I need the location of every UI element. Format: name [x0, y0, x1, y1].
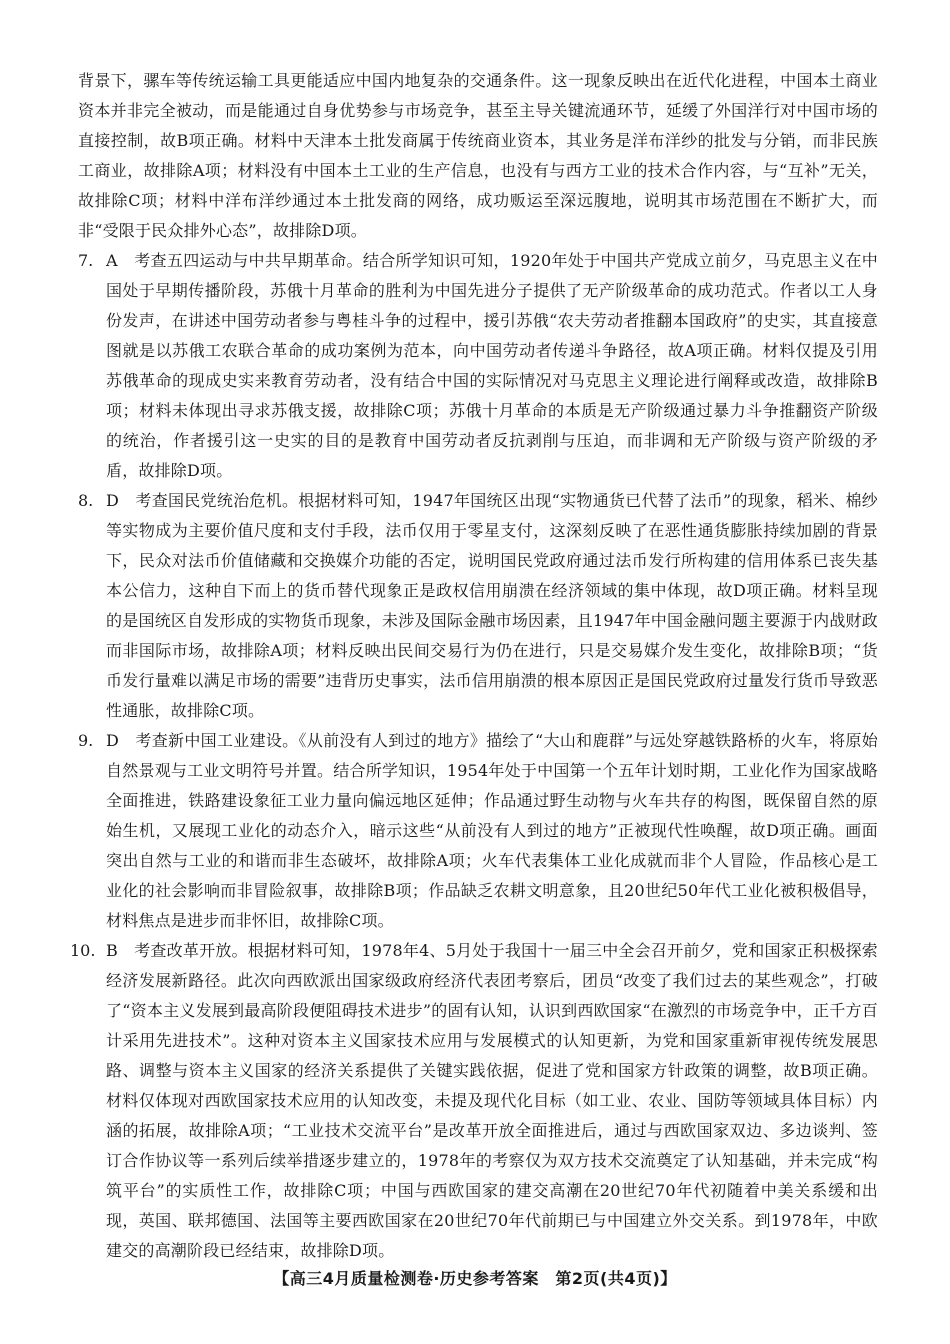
- continued-paragraph: 背景下，骡车等传统运输工具更能适应中国内地复杂的交通条件。这一现象反映出在近代化进程，中国本土商业资本并非完全被动，而是能通过自身优势参与市场竞争，甚至主导关键流通环节，延缓了外国洋行对中国市场的直接控制，故B项正确。材料中天津本土批发商属于传统商业资本，其业务是洋布洋纱的批发与分销，而非民族工商业，故排除A项；材料没有中国本土工业的生产信息，也没有与西方工业的技术合作内容，与“互补”无关，故排除C项；材料中洋布洋纱通过本土批发商的网络，成功贩运至深远腹地，说明其市场范围在不断扩大，而非“受限于民众排外心态”，故排除D项。: [78, 71, 878, 240]
- page-footer: 【高三4月质量检测卷·历史参考答案 第2页(共4页)】: [273, 1269, 677, 1288]
- answer-item-10: [70, 936, 878, 1266]
- item-number: 8.: [78, 491, 94, 510]
- item-number: 7.: [78, 251, 94, 270]
- answer-item-7: [78, 246, 878, 486]
- item-text: B 考查改革开放。根据材料可知，1978年4、5月处于我国十一届三中全会召开前夕，党和国家正积极探索经济发展新路径。此次向西欧派出国家级政府经济代表团考察后，团员“改变了我们过去的某些观念”，打破了“资本主义发展到最高阶段便阻碍技术进步”的固有认知，认识到西欧国家“在激烈的市场竞争中，正千方百计采用先进技术”。这种对资本主义国家技术应用与发展模式的认知更新，为党和国家重新审视传统发展思路、调整与资本主义国家的经济关系提供了关键实践依据，促进了党和国家方针政策的调整，故B项正确。材料仅体现对西欧国家技术应用的认知改变，未提及现代化目标（如工业、农业、国防等领域具体目标）内涵的拓展，故排除A项；“工业技术交流平台”是改革开放全面推进后，通过与西欧国家双边、多边谈判、签订合作协议等一系列后续举措逐步建立的，1978年的考察仅为双方技术交流奠定了认知基础，并未完成“构筑平台”的实质性工作，故排除C项；中国与西欧国家的建交高潮在20世纪70年代初随着中美关系缓和出现，英国、联邦德国、法国等主要西欧国家在20世纪70年代前期已与中国建立外交关系。到1978年，中欧建交的高潮阶段已经结束，故排除D项。: [106, 941, 878, 1260]
- answer-content: [70, 66, 878, 1266]
- answer-item-8: [78, 486, 878, 726]
- item-number: 10.: [70, 941, 96, 960]
- item-text: D 考查新中国工业建设。《从前没有人到过的地方》描绘了“大山和鹿群”与远处穿越铁路桥的火车，将原始自然景观与工业文明符号并置。结合所学知识，1954年处于中国第一个五年计划时期，工业化作为国家战略全面推进，铁路建设象征工业力量向偏远地区延伸；作品通过野生动物与火车共存的构图，既保留自然的原始生机，又展现工业化的动态介入，暗示这些“从前没有人到过的地方”正被现代性唤醒，故D项正确。画面突出自然与工业的和谐而非生态破坏，故排除A项；火车代表集体工业化成就而非个人冒险，作品核心是工业化的社会影响而非冒险叙事，故排除B项；作品缺乏农耕文明意象，且20世纪50年代工业化被积极倡导，材料焦点是进步而非怀旧，故排除C项。: [106, 731, 878, 930]
- answer-item-9: [78, 726, 878, 936]
- item-text: D 考查国民党统治危机。根据材料可知，1947年国统区出现“实物通货已代替了法币”的现象，稻米、棉纱等实物成为主要价值尺度和支付手段，法币仅用于零星支付，这深刻反映了在恶性通货膨胀持续加剧的背景下，民众对法币价值储藏和交换媒介功能的否定，说明国民党政府通过法币发行所构建的信用体系已丧失基本公信力，这种自下而上的货币替代现象正是政权信用崩溃在经济领域的集中体现，故D项正确。材料呈现的是国统区自发形成的实物货币现象，未涉及国际金融市场因素，且1947年中国金融问题主要源于内战财政而非国际市场，故排除A项；材料反映出民间交易行为仍在进行，只是交易媒介发生变化，故排除B项；“货币发行量难以满足市场的需要”违背历史事实，法币信用崩溃的根本原因正是国民党政府过量发行货币导致恶性通胀，故排除C项。: [106, 491, 878, 720]
- item-text: A 考查五四运动与中共早期革命。结合所学知识可知，1920年处于中国共产党成立前夕，马克思主义在中国处于早期传播阶段，苏俄十月革命的胜利为中国先进分子提供了无产阶级革命的成功范式。作者以工人身份发声，在讲述中国劳动者参与粤桂斗争的过程中，援引苏俄“农夫劳动者推翻本国政府”的史实，其直接意图就是以苏俄工农联合革命的成功案例为范本，向中国劳动者传递斗争路径，故A项正确。材料仅提及引用苏俄革命的现成史实来教育劳动者，没有结合中国的实际情况对马克思主义理论进行阐释或改造，故排除B项；材料未体现出寻求苏俄支援，故排除C项；苏俄十月革命的本质是无产阶级通过暴力斗争推翻资产阶级的统治，作者援引这一史实的目的是教育中国劳动者反抗剥削与压迫，而非调和无产阶级与资产阶级的矛盾，故排除D项。: [106, 251, 878, 480]
- item-number: 9.: [78, 731, 94, 750]
